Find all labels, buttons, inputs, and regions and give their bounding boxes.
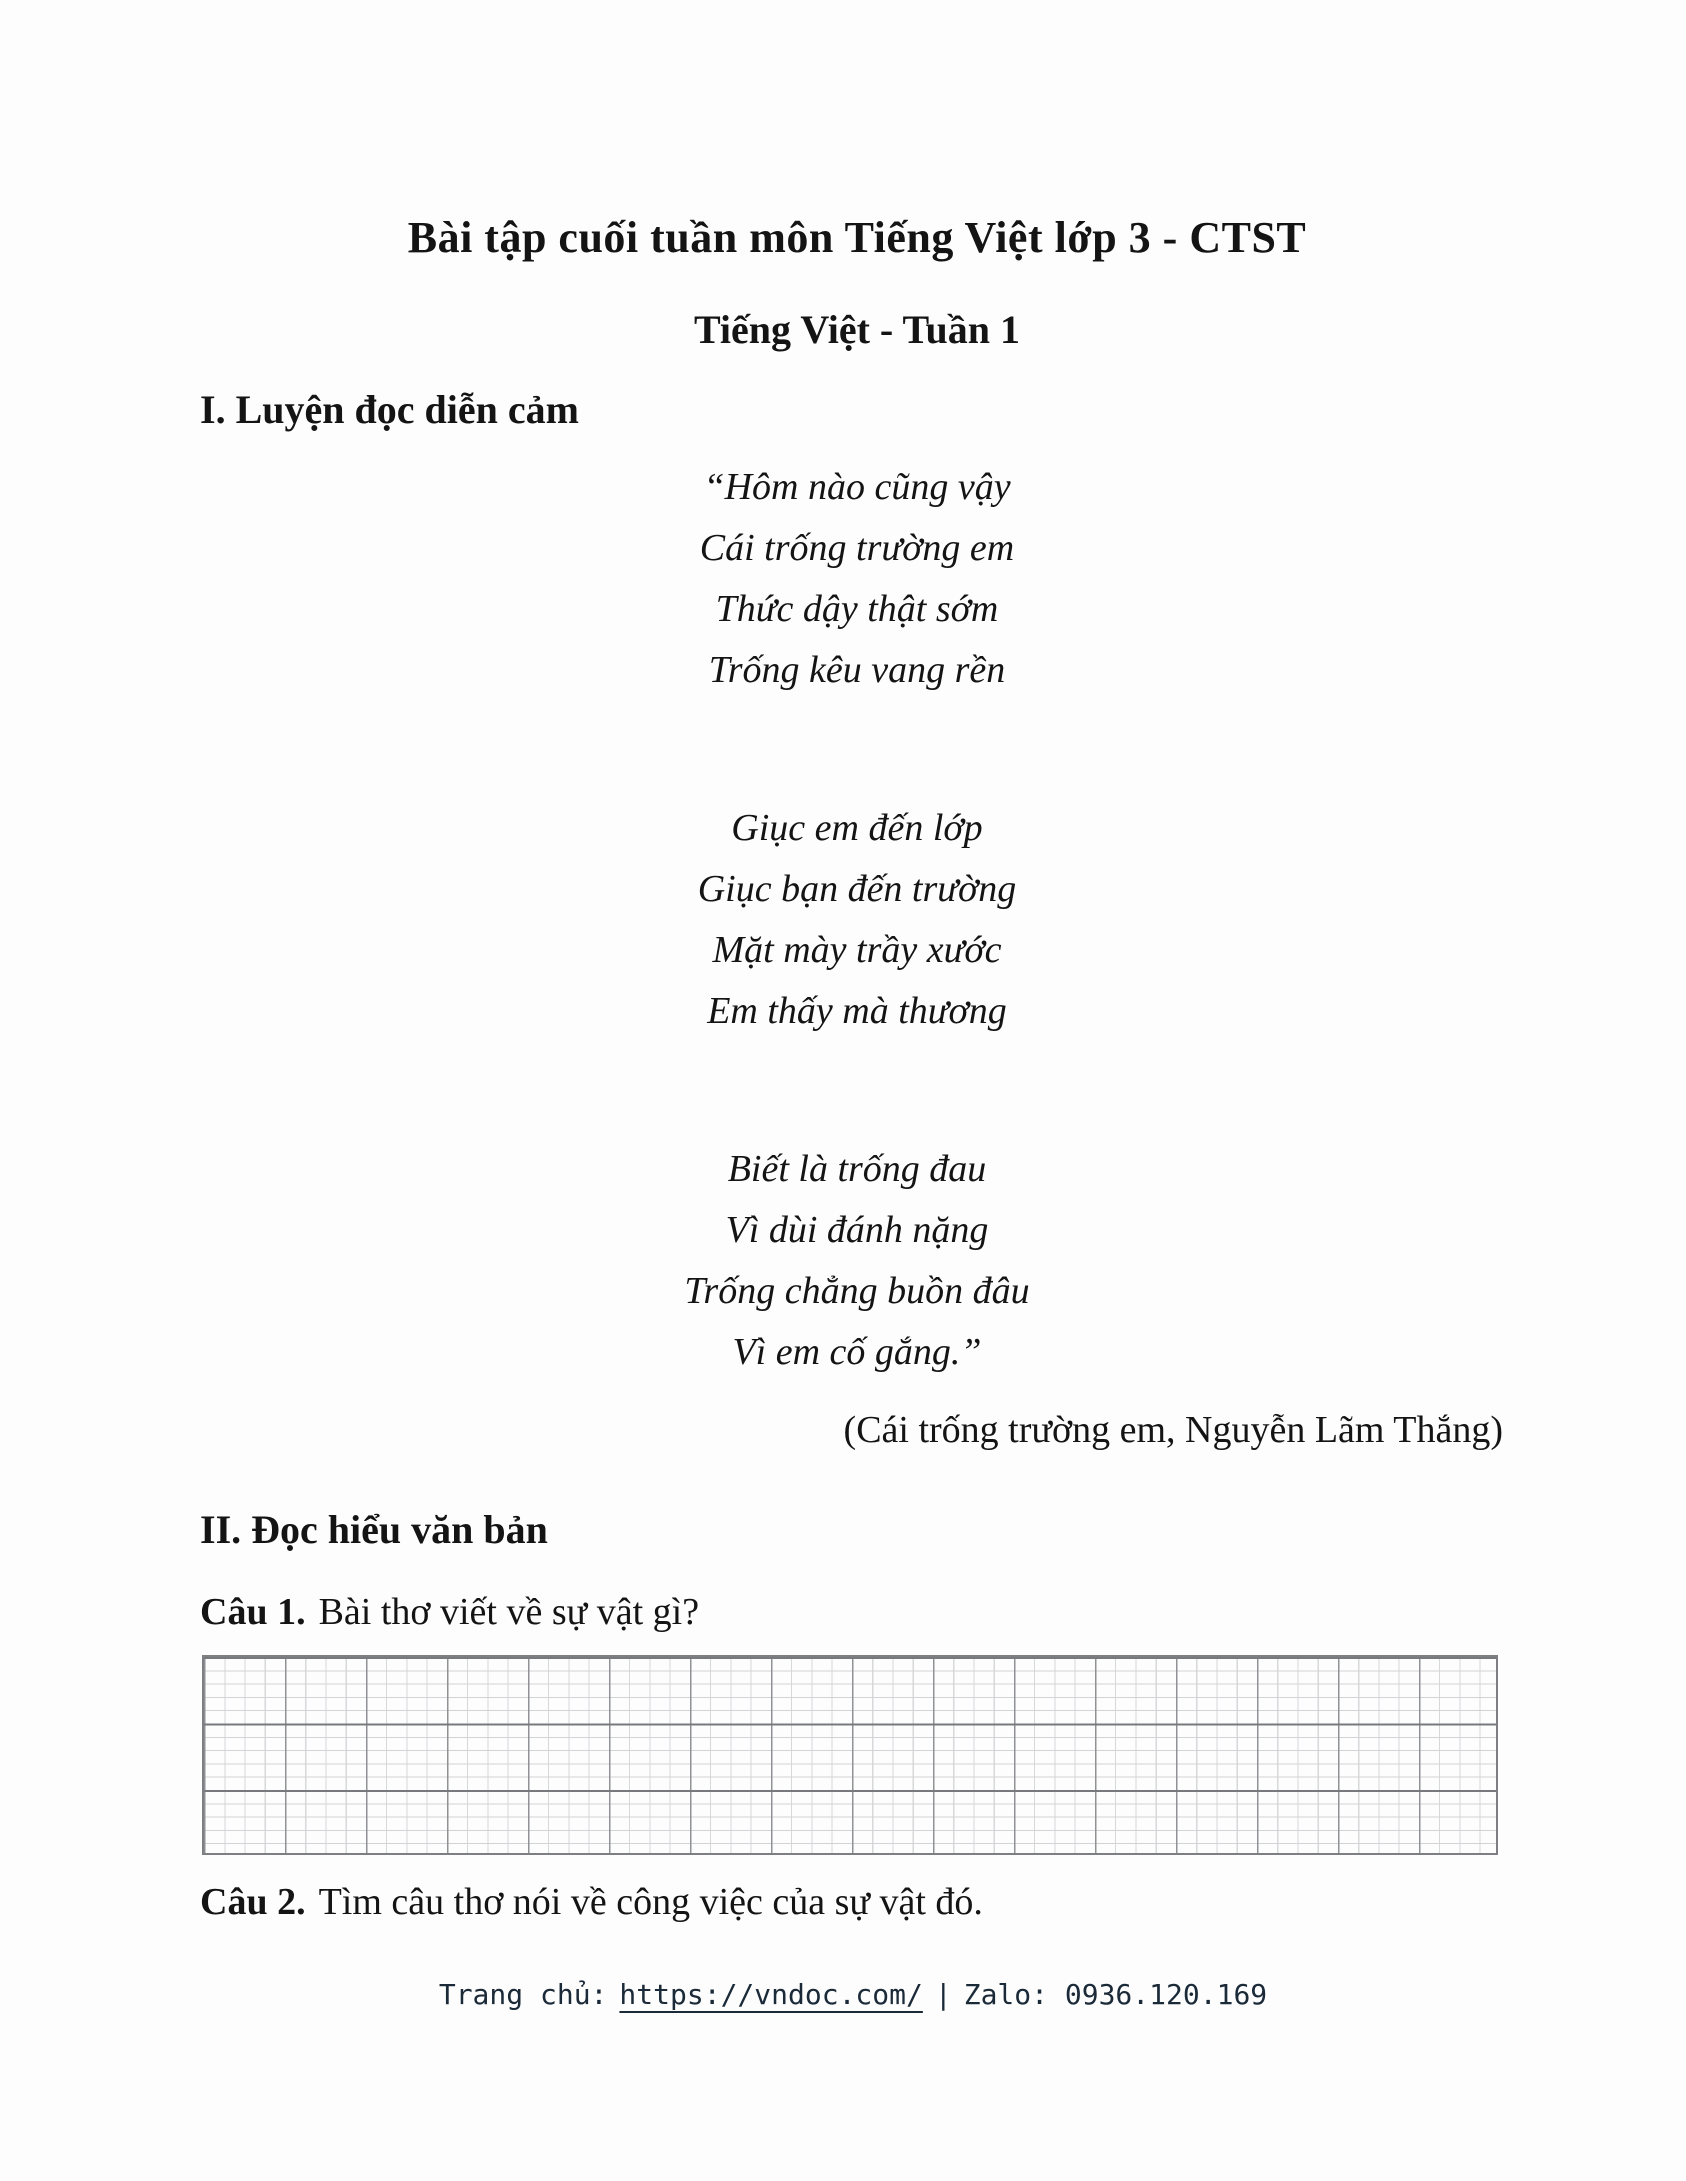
poem-line: Giục bạn đến trường [697, 868, 1017, 910]
poem-line: Giục em đến lớp [731, 807, 983, 849]
footer-zalo: Zalo: 0936.120.169 [963, 1978, 1268, 2011]
page-subtitle: Tiếng Việt - Tuần 1 [693, 307, 1021, 352]
poem-stanza [28, 1139, 1686, 1383]
poem-line: Trống chẳng buồn đâu [684, 1270, 1030, 1312]
section-heading-reading: I. Luyện đọc diễn cảm [200, 387, 579, 432]
question-2-label: Câu 2. [200, 1881, 306, 1923]
page-footer [0, 1978, 1686, 2011]
poem [0, 457, 1686, 1383]
poem-stanza [28, 457, 1686, 701]
question-1 [200, 1590, 699, 1634]
poem-stanza [28, 798, 1686, 1042]
footer-separator: | [934, 1978, 952, 2011]
page-title: Bài tập cuối tuần môn Tiếng Việt lớp 3 - CTST [407, 213, 1307, 262]
question-1-text: Bài thơ viết về sự vật gì? [318, 1591, 700, 1633]
poem-line: Vì em cố gắng.” [732, 1331, 982, 1373]
poem-line: Em thấy mà thương [707, 990, 1007, 1032]
poem-line: “Hôm nào cũng vậy [703, 466, 1011, 508]
poem-line: Biết là trống đau [727, 1148, 987, 1190]
question-2-text: Tìm câu thơ nói về công việc của sự vật đó. [318, 1881, 983, 1923]
question-1-label: Câu 1. [200, 1591, 306, 1633]
poem-line: Vì dùi đánh nặng [725, 1209, 989, 1251]
question-2 [200, 1880, 983, 1924]
poem-line: Cái trống trường em [699, 527, 1015, 569]
footer-home-link[interactable]: https://vndoc.com/ [619, 1978, 923, 2011]
poem-line: Trống kêu vang rền [708, 649, 1006, 691]
answer-grid [202, 1655, 1498, 1855]
poem-attribution: (Cái trống trường em, Nguyễn Lãm Thắng) [843, 1409, 1503, 1451]
poem-line: Thức dậy thật sớm [715, 588, 999, 630]
poem-line: Mặt mày trầy xước [712, 929, 1002, 971]
footer-home-label: Trang chủ: [438, 1978, 608, 2011]
section-heading-comprehension: II. Đọc hiểu văn bản [200, 1507, 548, 1552]
